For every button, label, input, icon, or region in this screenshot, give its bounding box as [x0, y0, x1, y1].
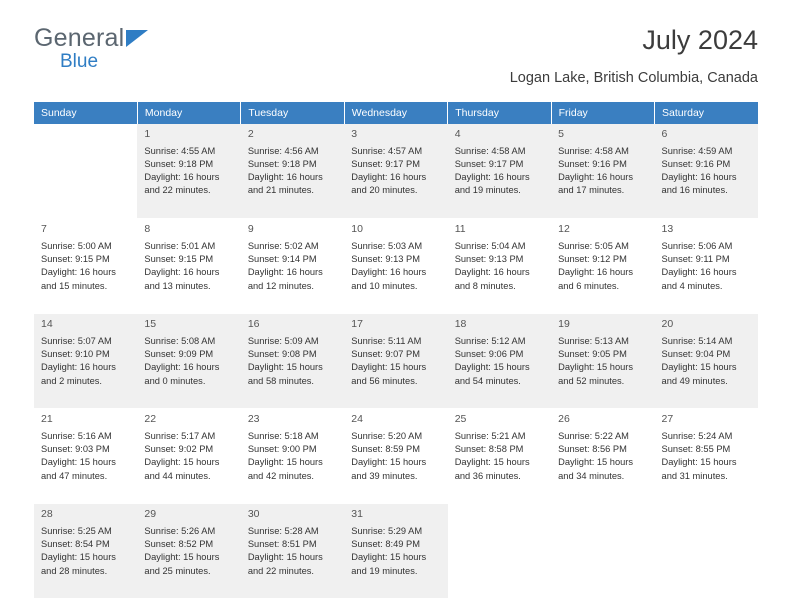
calendar-day-cell: [241, 219, 344, 314]
day-number: 26: [558, 413, 570, 426]
day-info-line: Sunset: 9:12 PM: [558, 254, 627, 265]
day-info-line: Sunset: 9:13 PM: [454, 254, 524, 265]
day-info-line: and 36 minutes.: [454, 470, 521, 481]
day-info-line: Daylight: 16 hours: [41, 362, 116, 373]
day-number: 12: [558, 223, 570, 236]
day-info-line: Daylight: 15 hours: [558, 362, 634, 373]
day-info-line: Daylight: 15 hours: [41, 552, 116, 563]
day-info-line: and 17 minutes.: [558, 185, 625, 196]
day-info-line: Sunset: 9:00 PM: [247, 444, 317, 455]
day-info-line: Daylight: 15 hours: [247, 552, 323, 563]
calendar-day-cell: [241, 314, 344, 409]
day-info-line: Sunset: 8:49 PM: [351, 539, 420, 550]
day-number: 27: [661, 413, 674, 426]
calendar-day-cell: [34, 219, 137, 314]
day-number: 4: [454, 127, 461, 140]
day-info-line: Sunset: 8:51 PM: [247, 539, 317, 550]
day-info-line: Daylight: 16 hours: [144, 362, 220, 373]
day-info-line: Daylight: 16 hours: [454, 267, 530, 278]
day-info-line: Daylight: 15 hours: [144, 552, 220, 563]
day-info-line: Daylight: 15 hours: [41, 457, 116, 468]
day-info-line: Sunrise: 5:16 AM: [41, 431, 112, 442]
day-info-line: Daylight: 16 hours: [247, 267, 323, 278]
day-number: 29: [144, 508, 157, 521]
day-info-line: Sunrise: 5:12 AM: [454, 336, 526, 347]
day-info-line: and 22 minutes.: [247, 565, 314, 576]
day-info-line: Sunset: 9:10 PM: [41, 349, 110, 360]
day-info-line: Daylight: 16 hours: [558, 171, 634, 182]
day-info-line: Sunset: 9:17 PM: [351, 158, 420, 169]
calendar-day-cell: [137, 124, 240, 219]
day-info-line: and 21 minutes.: [247, 185, 314, 196]
day-info-line: and 58 minutes.: [247, 375, 314, 386]
calendar-day-cell: [137, 409, 240, 504]
weekday-header-saturday: Saturday: [655, 102, 758, 124]
day-info-line: Daylight: 15 hours: [661, 362, 737, 373]
day-number: 21: [41, 413, 53, 426]
day-info-line: and 12 minutes.: [247, 280, 314, 291]
day-info-line: Daylight: 16 hours: [558, 267, 634, 278]
calendar-day-cell: [551, 409, 654, 504]
day-info-line: Sunrise: 5:13 AM: [558, 336, 629, 347]
day-number: 1: [144, 127, 151, 140]
day-info-line: Sunrise: 5:00 AM: [41, 241, 112, 252]
calendar-table: [34, 102, 758, 600]
day-number: 6: [661, 127, 668, 140]
calendar-day-cell: [34, 314, 137, 409]
calendar-day-cell: [344, 124, 447, 219]
day-info-line: Sunrise: 4:59 AM: [661, 145, 733, 156]
weekday-header-wednesday: Wednesday: [344, 102, 447, 124]
day-info-line: Sunset: 9:09 PM: [144, 349, 214, 360]
day-number: 14: [41, 318, 53, 331]
calendar-day-cell: [137, 504, 240, 599]
day-info-line: Sunrise: 5:25 AM: [41, 526, 112, 537]
weekday-header-monday: Monday: [137, 102, 240, 124]
day-info-line: and 31 minutes.: [661, 470, 728, 481]
day-info-line: and 15 minutes.: [41, 280, 108, 291]
day-info-line: Sunset: 9:14 PM: [247, 254, 317, 265]
day-info-line: and 22 minutes.: [144, 185, 211, 196]
calendar-day-cell: [655, 409, 758, 504]
day-number: 24: [351, 413, 363, 426]
day-number: 23: [247, 413, 260, 426]
logo-text-general: General: [34, 24, 125, 52]
day-info-line: Daylight: 15 hours: [351, 552, 427, 563]
day-info-line: and 54 minutes.: [454, 375, 521, 386]
day-info-line: Sunrise: 5:14 AM: [661, 336, 733, 347]
weekday-header-thursday: Thursday: [448, 102, 551, 124]
day-info-line: Sunrise: 4:58 AM: [558, 145, 629, 156]
day-info-line: Sunset: 8:56 PM: [558, 444, 627, 455]
calendar-day-cell: [137, 219, 240, 314]
day-info-line: and 42 minutes.: [247, 470, 314, 481]
day-info-line: Daylight: 16 hours: [661, 171, 737, 182]
day-info-line: Daylight: 16 hours: [454, 171, 530, 182]
calendar-day-cell: [344, 314, 447, 409]
calendar-day-cell: [344, 504, 447, 599]
day-info-line: Daylight: 15 hours: [454, 362, 530, 373]
calendar-cell-empty: [551, 504, 654, 599]
day-info-line: Sunset: 9:03 PM: [41, 444, 110, 455]
day-info-line: Sunrise: 5:22 AM: [558, 431, 629, 442]
weekday-header-row: [34, 102, 758, 124]
calendar-day-cell: [344, 409, 447, 504]
day-info-line: and 20 minutes.: [351, 185, 418, 196]
day-info-line: Daylight: 16 hours: [351, 267, 427, 278]
day-number: 17: [351, 318, 363, 331]
day-info-line: Sunrise: 5:03 AM: [351, 241, 423, 252]
day-number: 3: [351, 127, 358, 140]
day-info-line: Sunset: 9:13 PM: [351, 254, 420, 265]
day-info-line: Daylight: 15 hours: [661, 457, 737, 468]
day-number: 13: [661, 223, 674, 236]
calendar-day-cell: [551, 124, 654, 219]
day-info-line: and 52 minutes.: [558, 375, 625, 386]
day-info-line: Daylight: 16 hours: [247, 171, 323, 182]
day-info-line: Sunset: 9:06 PM: [454, 349, 524, 360]
day-info-line: Daylight: 16 hours: [351, 171, 427, 182]
calendar-day-cell: [448, 409, 551, 504]
calendar-day-cell: [448, 314, 551, 409]
day-number: 22: [144, 413, 157, 426]
day-info-line: Sunrise: 5:02 AM: [247, 241, 319, 252]
day-info-line: and 6 minutes.: [558, 280, 620, 291]
calendar-day-cell: [34, 409, 137, 504]
day-number: 31: [351, 508, 363, 521]
day-info-line: Sunrise: 5:07 AM: [41, 336, 112, 347]
day-number: 7: [41, 223, 47, 236]
day-info-line: Daylight: 15 hours: [454, 457, 530, 468]
swoosh-triangle-icon: [126, 30, 148, 47]
calendar-week-row: [34, 219, 758, 314]
day-info-line: and 8 minutes.: [454, 280, 516, 291]
day-info-line: and 34 minutes.: [558, 470, 625, 481]
weekday-header-tuesday: Tuesday: [241, 102, 344, 124]
day-info-line: and 2 minutes.: [41, 375, 102, 386]
day-number: 20: [661, 318, 674, 331]
day-number: 5: [558, 127, 564, 140]
calendar-cell-empty: [34, 124, 137, 219]
day-info-line: and 39 minutes.: [351, 470, 418, 481]
day-info-line: Sunrise: 4:58 AM: [454, 145, 526, 156]
calendar-day-cell: [137, 314, 240, 409]
day-info-line: Sunrise: 5:29 AM: [351, 526, 423, 537]
day-info-line: Sunrise: 5:18 AM: [247, 431, 319, 442]
day-info-line: Sunset: 9:02 PM: [144, 444, 214, 455]
day-info-line: Sunrise: 5:20 AM: [351, 431, 423, 442]
day-info-line: and 19 minutes.: [351, 565, 418, 576]
day-info-line: and 49 minutes.: [661, 375, 728, 386]
day-info-line: Sunrise: 5:24 AM: [661, 431, 733, 442]
day-info-line: and 47 minutes.: [41, 470, 108, 481]
day-info-line: Sunset: 9:05 PM: [558, 349, 627, 360]
day-info-line: Sunset: 8:55 PM: [661, 444, 731, 455]
day-info-line: Sunrise: 5:26 AM: [144, 526, 216, 537]
day-info-line: Sunrise: 5:05 AM: [558, 241, 629, 252]
calendar-day-cell: [448, 124, 551, 219]
day-info-line: Daylight: 15 hours: [351, 457, 427, 468]
day-number: 11: [454, 223, 466, 236]
day-info-line: and 25 minutes.: [144, 565, 211, 576]
day-info-line: Sunset: 9:07 PM: [351, 349, 420, 360]
day-number: 8: [144, 223, 151, 236]
day-info-line: Daylight: 16 hours: [144, 171, 220, 182]
calendar-body: [34, 124, 758, 599]
calendar-day-cell: [551, 314, 654, 409]
day-info-line: Sunset: 8:58 PM: [454, 444, 524, 455]
day-info-line: Sunrise: 5:06 AM: [661, 241, 733, 252]
calendar-cell-empty: [448, 504, 551, 599]
calendar-day-cell: [655, 219, 758, 314]
day-info-line: Sunset: 9:11 PM: [661, 254, 730, 265]
day-info-line: and 10 minutes.: [351, 280, 418, 291]
day-info-line: Sunrise: 5:08 AM: [144, 336, 216, 347]
day-number: 18: [454, 318, 467, 331]
calendar-day-cell: [241, 124, 344, 219]
day-info-line: Daylight: 15 hours: [247, 457, 323, 468]
page-subtitle: Logan Lake, British Columbia, Canada: [509, 69, 758, 86]
calendar-day-cell: [241, 504, 344, 599]
calendar-day-cell: [344, 219, 447, 314]
day-info-line: and 19 minutes.: [454, 185, 521, 196]
day-info-line: Sunrise: 5:01 AM: [144, 241, 216, 252]
weekday-header-friday: Friday: [551, 102, 654, 124]
logo-text-blue: Blue: [60, 51, 99, 72]
day-info-line: Sunrise: 5:09 AM: [247, 336, 319, 347]
day-number: 9: [247, 223, 254, 236]
calendar-week-row: [34, 314, 758, 409]
weekday-header-sunday: Sunday: [34, 102, 137, 124]
day-info-line: and 4 minutes.: [661, 280, 723, 291]
calendar-week-row: [34, 409, 758, 504]
day-number: 25: [454, 413, 467, 426]
day-info-line: Daylight: 15 hours: [558, 457, 634, 468]
calendar-day-cell: [448, 219, 551, 314]
day-info-line: Sunrise: 4:57 AM: [351, 145, 423, 156]
day-info-line: and 44 minutes.: [144, 470, 211, 481]
day-number: 15: [144, 318, 157, 331]
day-number: 28: [41, 508, 53, 521]
calendar-cell-empty: [655, 504, 758, 599]
general-blue-logo: [34, 26, 154, 71]
day-info-line: and 13 minutes.: [144, 280, 211, 291]
day-info-line: Sunset: 9:18 PM: [247, 158, 317, 169]
day-info-line: Sunset: 8:52 PM: [144, 539, 214, 550]
day-info-line: Daylight: 16 hours: [144, 267, 220, 278]
day-info-line: Sunset: 9:15 PM: [41, 254, 110, 265]
day-info-line: Sunrise: 5:04 AM: [454, 241, 526, 252]
day-info-line: and 28 minutes.: [41, 565, 108, 576]
calendar-day-cell: [655, 314, 758, 409]
day-info-line: Sunrise: 5:28 AM: [247, 526, 319, 537]
calendar-day-cell: [241, 409, 344, 504]
day-info-line: Sunrise: 4:56 AM: [247, 145, 319, 156]
title-block: [510, 26, 758, 86]
day-info-line: Sunrise: 5:17 AM: [144, 431, 216, 442]
day-info-line: and 0 minutes.: [144, 375, 206, 386]
day-info-line: Sunset: 8:59 PM: [351, 444, 420, 455]
day-info-line: Sunset: 8:54 PM: [41, 539, 110, 550]
day-info-line: Sunrise: 5:11 AM: [351, 336, 422, 347]
day-number: 16: [247, 318, 260, 331]
day-number: 2: [247, 127, 254, 140]
day-info-line: Sunrise: 5:21 AM: [454, 431, 526, 442]
day-info-line: Sunset: 9:08 PM: [247, 349, 317, 360]
day-info-line: Daylight: 15 hours: [247, 362, 323, 373]
page-title: July 2024: [642, 25, 758, 55]
day-info-line: and 16 minutes.: [661, 185, 728, 196]
day-number: 30: [247, 508, 260, 521]
calendar-week-row: [34, 124, 758, 219]
day-info-line: Daylight: 15 hours: [144, 457, 220, 468]
day-info-line: Sunset: 9:16 PM: [661, 158, 731, 169]
day-info-line: Daylight: 15 hours: [351, 362, 427, 373]
calendar-day-cell: [655, 124, 758, 219]
day-number: 19: [558, 318, 570, 331]
day-info-line: Sunset: 9:15 PM: [144, 254, 214, 265]
day-info-line: Sunset: 9:17 PM: [454, 158, 524, 169]
day-info-line: Daylight: 16 hours: [661, 267, 737, 278]
day-info-line: Sunset: 9:04 PM: [661, 349, 731, 360]
day-info-line: and 56 minutes.: [351, 375, 418, 386]
calendar-day-cell: [551, 219, 654, 314]
day-number: 10: [351, 223, 363, 236]
day-info-line: Daylight: 16 hours: [41, 267, 116, 278]
page-header: [0, 0, 792, 86]
calendar-week-row: [34, 504, 758, 599]
day-info-line: Sunrise: 4:55 AM: [144, 145, 216, 156]
day-info-line: Sunset: 9:16 PM: [558, 158, 627, 169]
calendar-day-cell: [34, 504, 137, 599]
day-info-line: Sunset: 9:18 PM: [144, 158, 214, 169]
